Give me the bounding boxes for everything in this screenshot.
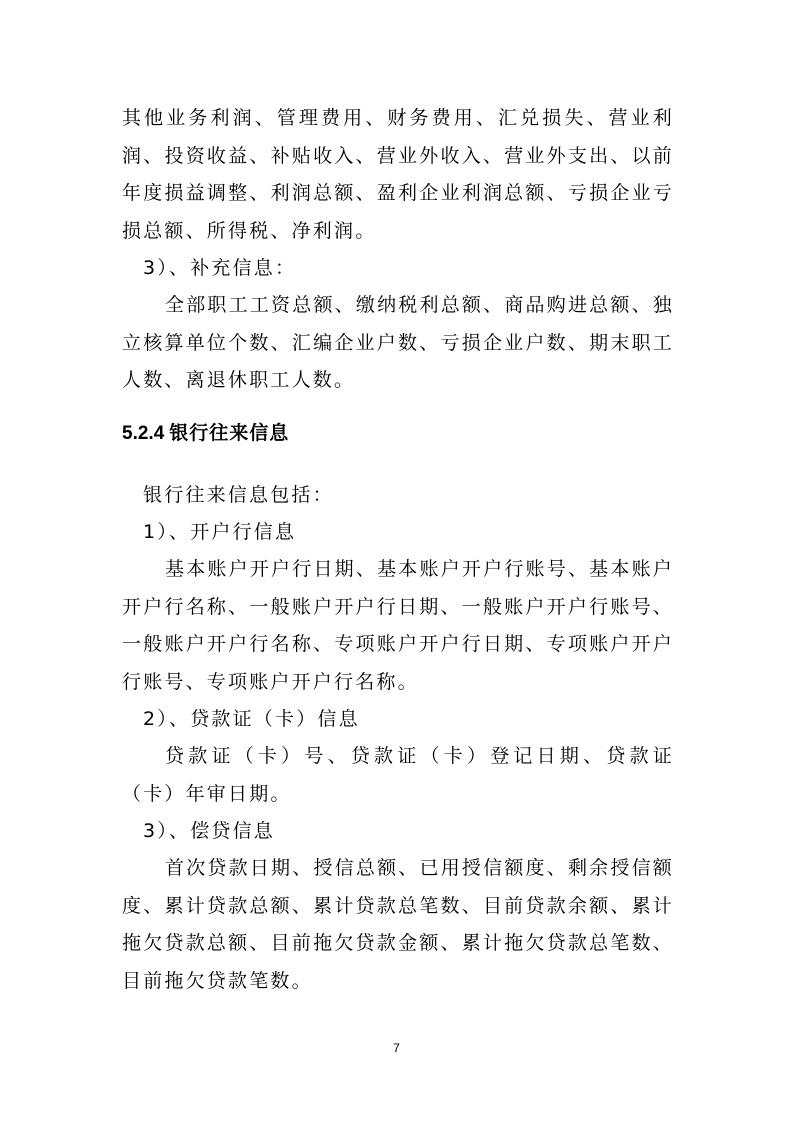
- paragraph-bank-intro: 银行往来信息包括：: [143, 484, 334, 506]
- paragraph-bank-account-items: 基本账户开户行日期、基本账户开户行账号、基本账户开户行名称、一般账户开户行日期、一般账户开户行账号、一般账户开户行名称、专项账户开户行日期、专项账户开户行账号、专项账户开户行名称。: [122, 558, 674, 693]
- paragraph-profit-items: 其他业务利润、管理费用、财务费用、汇兑损失、营业利润、投资收益、补贴收入、营业外收入、营业外支出、以前年度损益调整、利润总额、盈利企业利润总额、亏损企业亏损总额、所得税、净利润。: [122, 107, 674, 242]
- section-title: 银行往来信息: [169, 423, 290, 444]
- page-number: 7: [393, 1041, 400, 1055]
- list-heading-supplementary-info: 3）、补充信息：: [143, 257, 297, 279]
- paragraph-repayment-items: 首次贷款日期、授信总额、已用授信额度、剩余授信额度、累计贷款总额、累计贷款总笔数、目前贷款余额、累计拖欠贷款总额、目前拖欠贷款金额、累计拖欠贷款总笔数、目前拖欠贷款笔数。: [122, 857, 674, 992]
- list-heading-loan-card-info: 2）、贷款证（卡）信息: [143, 708, 360, 730]
- section-heading: [122, 419, 289, 449]
- paragraph-supplementary-items: 全部职工工资总额、缴纳税利总额、商品购进总额、独立核算单位个数、汇编企业户数、亏损企业户数、期末职工人数、离退休职工人数。: [122, 294, 674, 391]
- section-number: 5.2.4: [122, 423, 165, 444]
- list-heading-repayment-info: 3）、偿贷信息: [143, 820, 275, 842]
- list-heading-bank-account-info: 1）、开户行信息: [143, 521, 297, 543]
- paragraph-loan-card-items: 贷款证（卡）号、贷款证（卡）登记日期、贷款证（卡）年审日期。: [122, 745, 674, 805]
